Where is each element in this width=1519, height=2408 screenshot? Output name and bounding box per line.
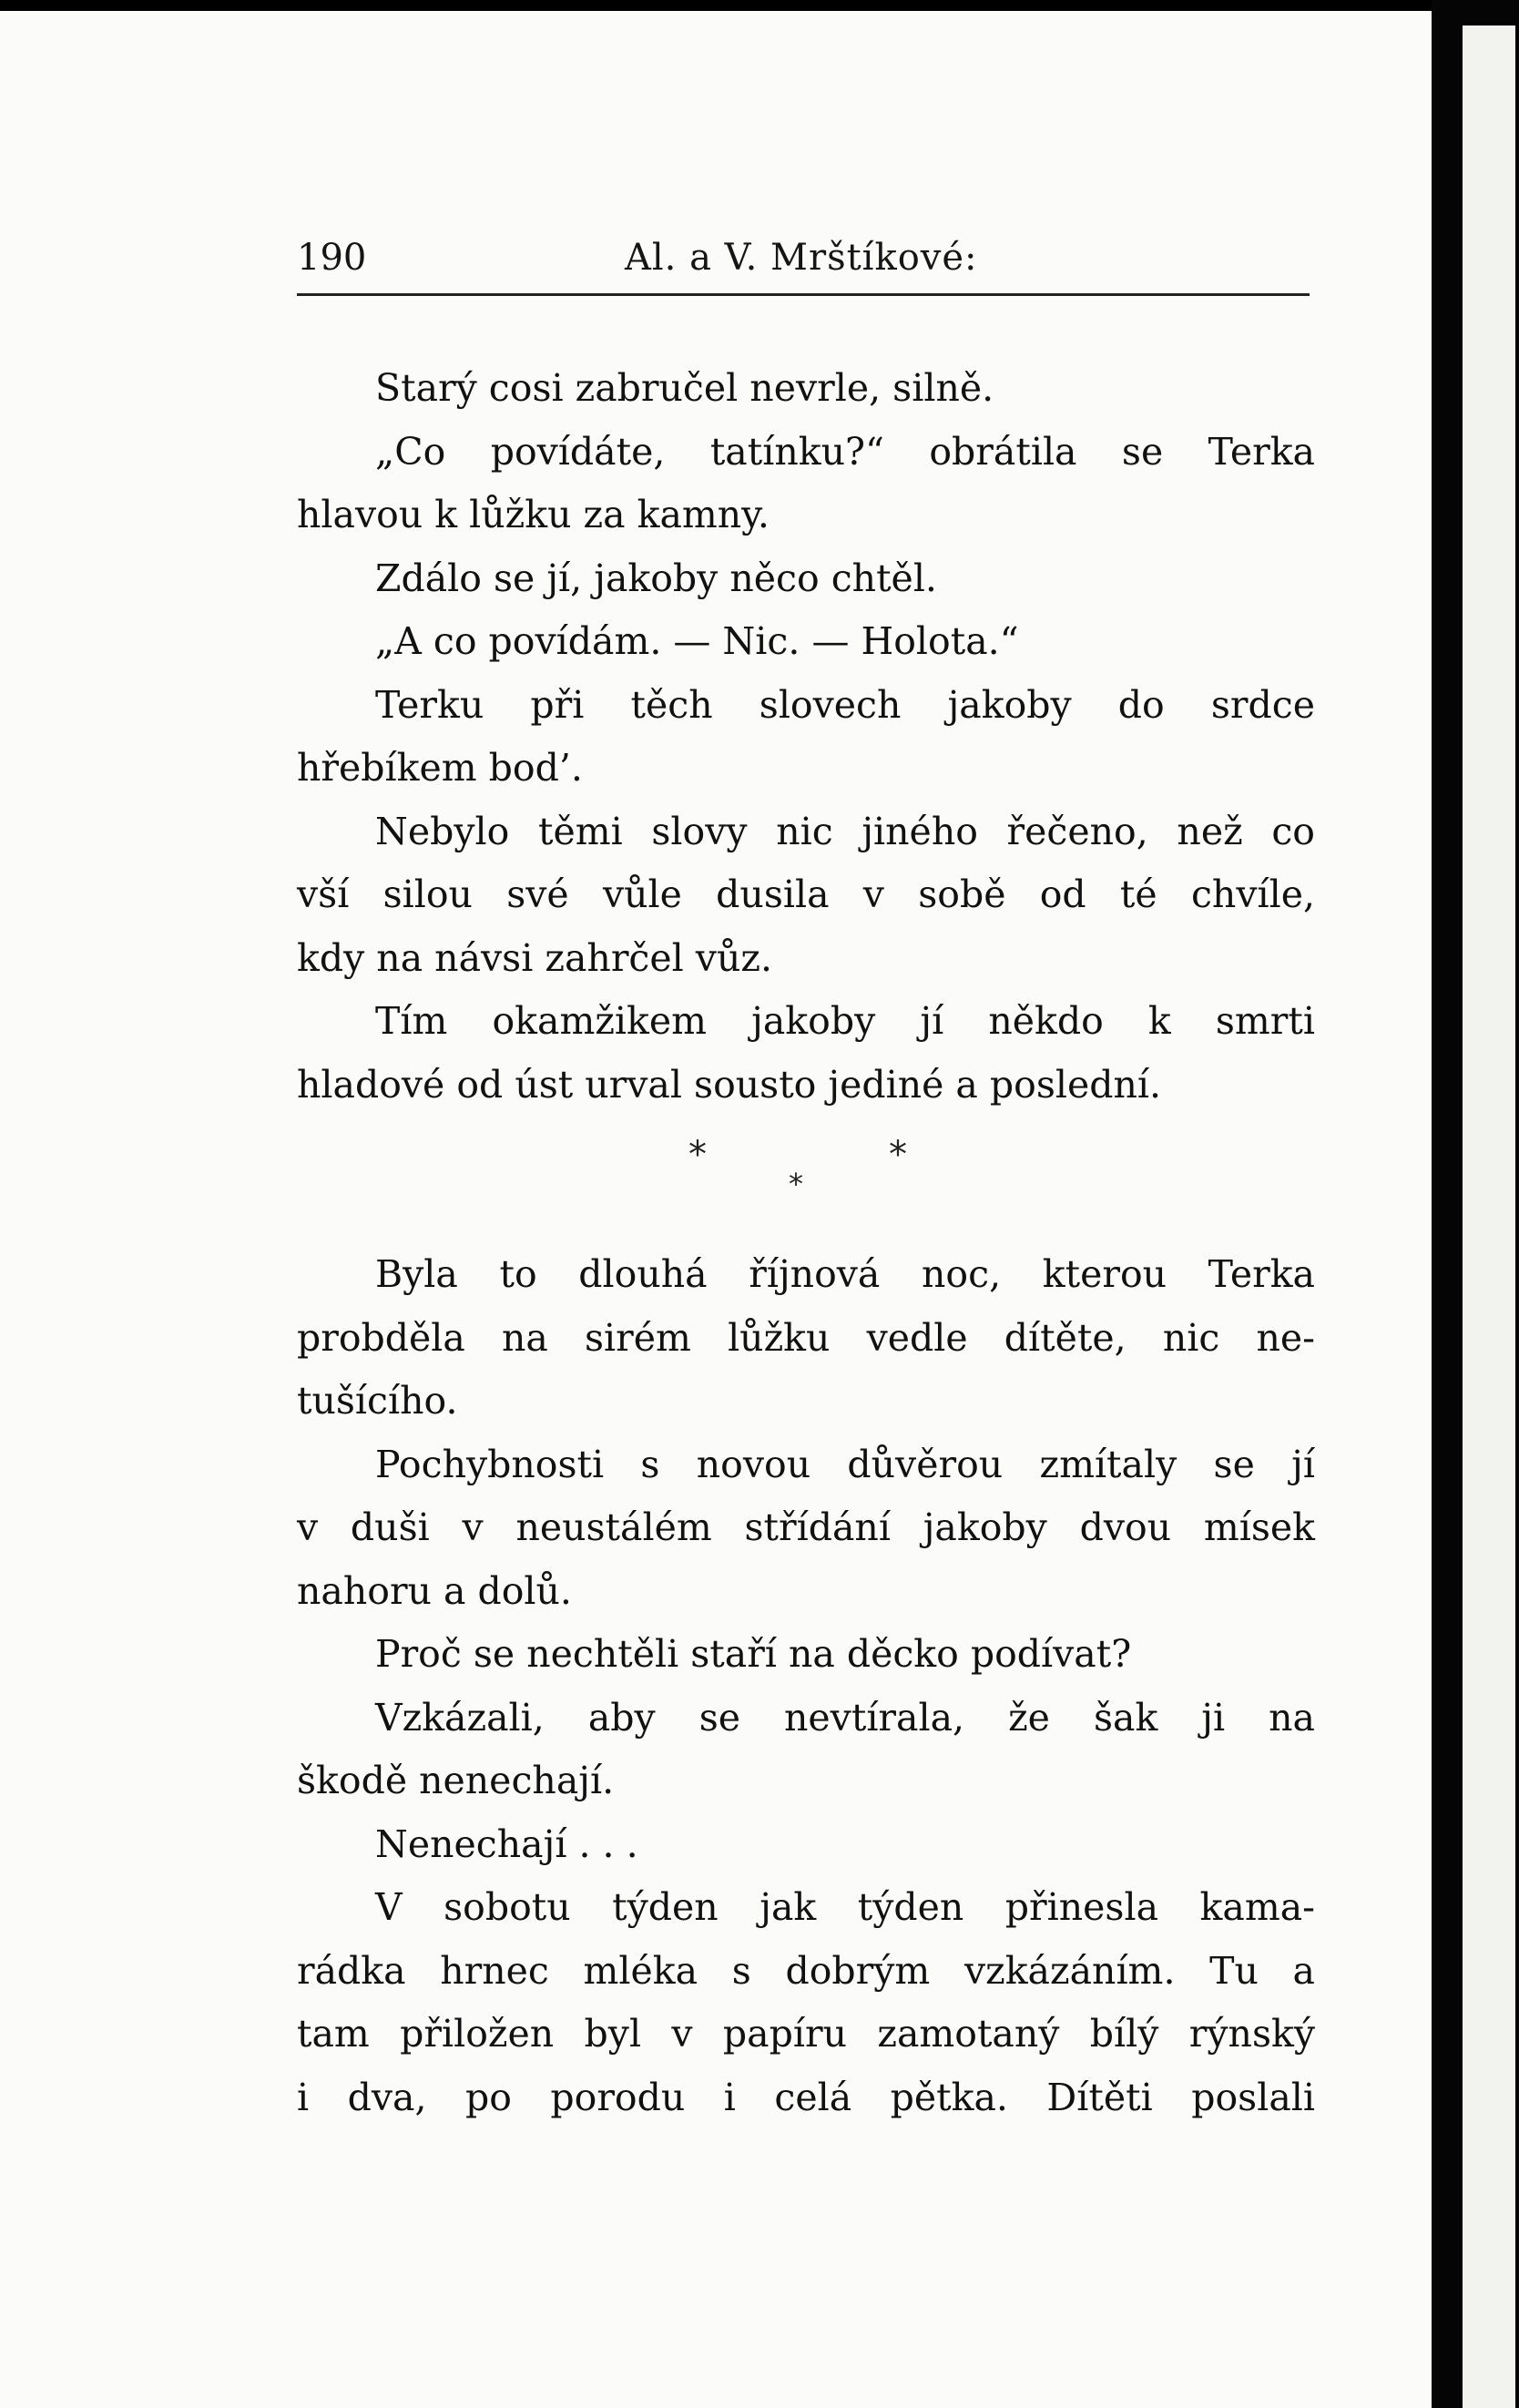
text-line: Pochybnosti s novou důvěrou zmítaly se jí [375, 1442, 1315, 1486]
text-line: hřebíkem bod’. [297, 746, 583, 790]
text-line: i dva, po porodu i celá pětka. Dítěti poslali [297, 2075, 1315, 2119]
text-line: Zdálo se jí, jakoby něco chtěl. [375, 556, 937, 600]
separator-star: * [688, 1134, 707, 1176]
text-after-separator [297, 1243, 1315, 2129]
text-line: Terku při těch slovech jakoby do srdce [375, 682, 1315, 727]
page-number: 190 [297, 237, 367, 279]
text-line: Nebylo těmi slovy nic jiného řečeno, než co [375, 809, 1315, 853]
separator-star: * [789, 1167, 803, 1201]
running-header [297, 237, 1317, 288]
text-line: nahoru a dolů. [297, 1568, 572, 1613]
text-line: hladové od úst urval sousto jediné a poslední. [297, 1062, 1162, 1107]
text-line: Proč se nechtěli staří na děcko podívat? [375, 1632, 1132, 1676]
text-line: Tím okamžikem jakoby jí někdo k smrti [375, 999, 1315, 1043]
text-line: vší silou své vůle dusila v sobě od té chvíle, [297, 872, 1315, 916]
text-line: tušícího. [297, 1379, 458, 1423]
text-line: kdy na návsi zahrčel vůz. [297, 935, 772, 980]
header-rule [297, 293, 1310, 296]
running-title: Al. a V. Mrštíkové: [625, 237, 978, 279]
next-page-edge [1463, 26, 1515, 2408]
text-line: škodě nenechají. [297, 1759, 615, 1802]
text-line: tam přiložen byl v papíru zamotaný bílý rýnský [297, 2012, 1315, 2056]
section-separator [297, 1117, 1315, 1243]
text-line: Nenechají . . . [375, 1821, 638, 1866]
body-text [297, 357, 1315, 2129]
separator-star: * [889, 1134, 907, 1176]
text-line: „A co povídám. — Nic. — Holota.“ [375, 619, 1019, 663]
text-line: Vzkázali, aby se nevtírala, že šak ji na [375, 1695, 1315, 1740]
text-line: „Co povídáte, tatínku?“ obrátila se Terka [375, 429, 1315, 474]
text-line: rádka hrnec mléka s dobrým vzkázáním. Tu a [297, 1948, 1315, 1993]
text-line: probděla na sirém lůžku vedle dítěte, nic ne- [297, 1315, 1315, 1360]
text-line: hlavou k lůžku za kamny. [297, 493, 770, 536]
book-page [0, 11, 1432, 2408]
text-line: Byla to dlouhá říjnová noc, kterou Terka [375, 1252, 1315, 1296]
text-line: V sobotu týden jak týden přinesla kama- [375, 1885, 1315, 1929]
text-line: Starý cosi zabručel nevrle, silně. [375, 366, 994, 410]
text-line: v duši v neustálém střídání jakoby dvou mísek [297, 1505, 1315, 1549]
text-before-separator [297, 357, 1315, 1117]
